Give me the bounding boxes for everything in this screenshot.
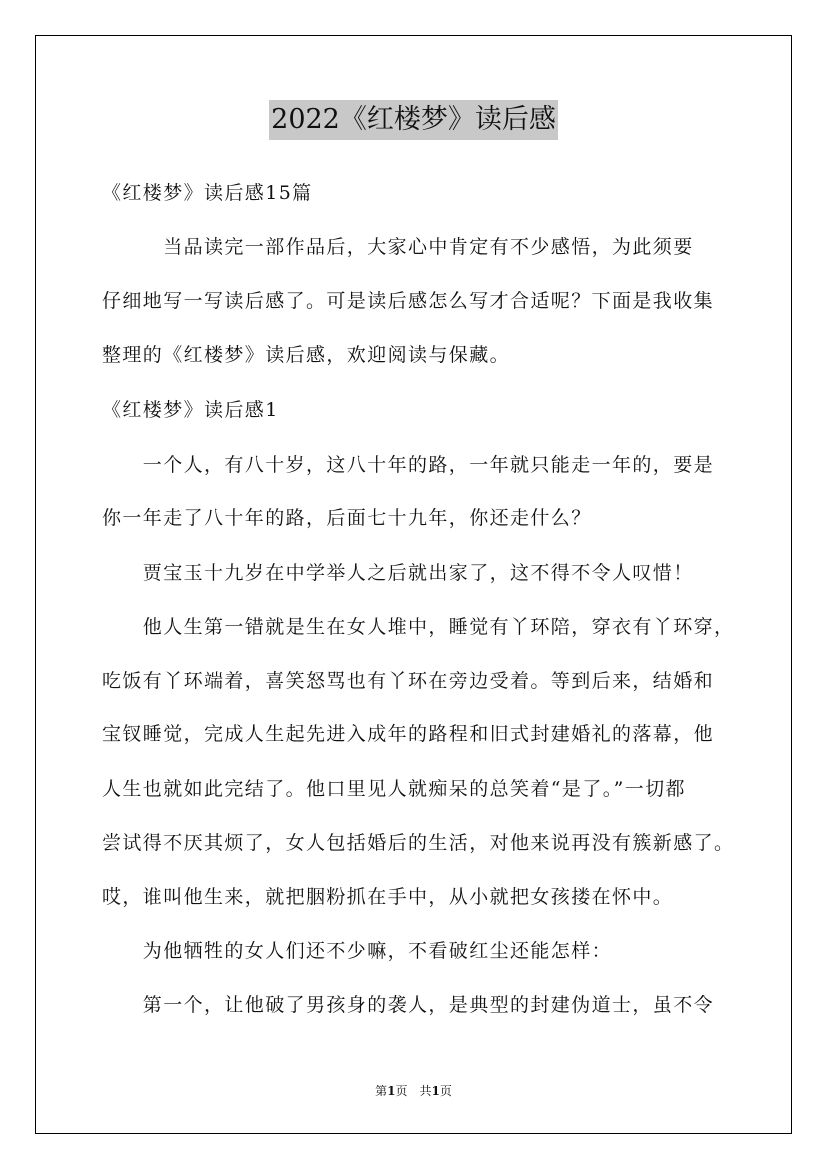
text-line-5: 《红楼梦》读后感1 — [102, 399, 279, 421]
document-title-wrap — [0, 100, 827, 140]
text-line-8: 贾宝玉十九岁在中学举人之后就出家了，这不得不令人叹惜！ — [102, 562, 694, 584]
text-line-10: 吃饭有丫环端着，喜笑怒骂也有丫环在旁边受着。等到后来，结婚和 — [102, 670, 715, 692]
text-line-15: 为他牺牲的女人们还不少嘛，不看破红尘还能怎样： — [102, 940, 613, 962]
page-footer — [0, 1083, 827, 1099]
footer-page-number: 1 — [387, 1084, 396, 1098]
text-line-16: 第一个，让他破了男孩身的袭人，是典型的封建伪道士，虽不令 — [102, 994, 715, 1016]
text-line-11: 宝钗睡觉，完成人生起先进入成年的路程和旧式封建婚礼的落幕，他 — [102, 723, 715, 745]
text-line-3: 仔细地写一写读后感了。可是读后感怎么写才合适呢？下面是我收集 — [102, 290, 715, 312]
text-line-9: 他人生第一错就是生在女人堆中，睡觉有丫环陪，穿衣有丫环穿， — [102, 616, 735, 638]
footer-page-prefix: 第 — [375, 1084, 388, 1098]
footer-total-number: 1 — [431, 1084, 440, 1098]
footer-total-suffix: 页 — [439, 1084, 452, 1098]
text-line-13: 尝试得不厌其烦了，女人包括婚后的生活，对他来说再没有簇新感了。 — [102, 832, 735, 854]
text-line-12: 人生也就如此完结了。他口里见人就痴呆的总笑着“是了。”一切都 — [102, 778, 686, 800]
text-line-2: 当品读完一部作品后，大家心中肯定有不少感悟，为此须要 — [102, 236, 694, 258]
text-line-1: 《红楼梦》读后感15篇 — [102, 182, 313, 204]
text-line-7: 你一年走了八十年的路，后面七十九年，你还走什么？ — [102, 507, 592, 529]
text-line-6: 一个人，有八十岁，这八十年的路，一年就只能走一年的，要是 — [102, 454, 715, 476]
footer-page-suffix: 页 共 — [395, 1084, 432, 1098]
text-line-4: 整理的《红楼梦》读后感，欢迎阅读与保藏。 — [102, 344, 511, 366]
document-title: 2022《红楼梦》读后感 — [269, 100, 558, 140]
text-line-14: 哎，谁叫他生来，就把胭粉抓在手中，从小就把女孩搂在怀中。 — [102, 886, 674, 908]
